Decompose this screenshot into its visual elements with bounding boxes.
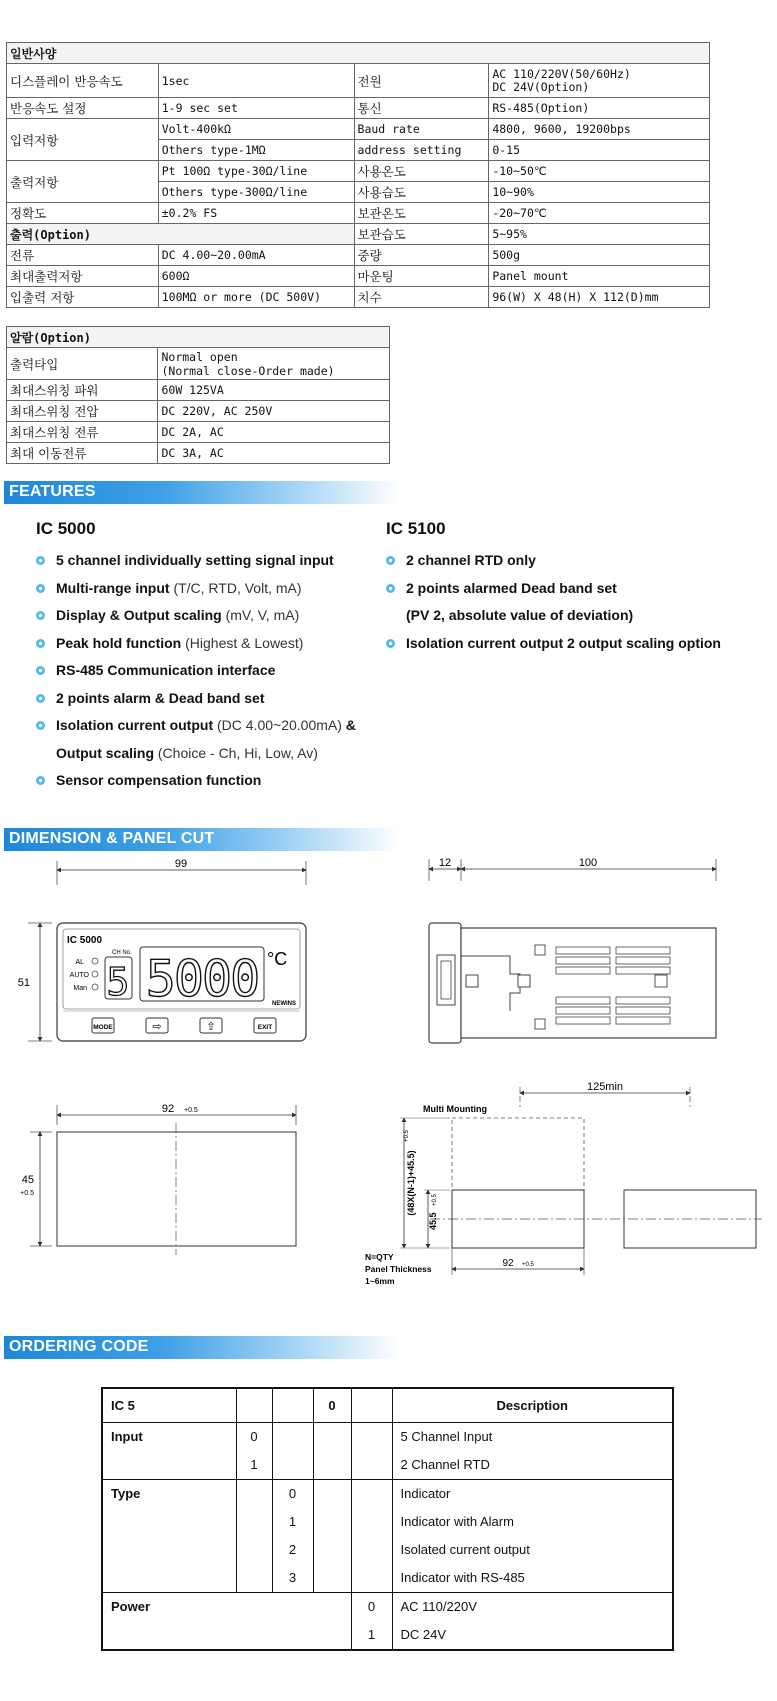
feature-item: Isolation current output (DC 4.00~20.00mA) & xyxy=(36,712,356,740)
spec-value: DC 2A, AC xyxy=(158,422,390,443)
led-label: Man xyxy=(73,985,87,992)
order-group-type: Type xyxy=(102,1479,236,1592)
spec-subheading: 출력(Option) xyxy=(7,224,355,245)
spec-value: ±0.2% FS xyxy=(158,203,354,224)
bullet-icon xyxy=(386,556,395,565)
order-group-input: Input xyxy=(102,1422,236,1479)
spec-value: Normal open (Normal close-Order made) xyxy=(158,348,390,380)
multi-formula-label: (48X(N-1)+45.5) xyxy=(406,1150,416,1216)
spec-label: 정확도 xyxy=(7,203,159,224)
spec-label: 최대스위칭 파워 xyxy=(7,380,158,401)
feature-item: Display & Output scaling (mV, V, mA) xyxy=(36,602,356,630)
front-width-label: 99 xyxy=(174,858,188,870)
spec-label: 마운팅 xyxy=(354,266,489,287)
spec-value: Pt 100Ω type-30Ω/line xyxy=(158,161,354,182)
alarm-spec-table xyxy=(6,326,390,464)
spec-label: 반응속도 설정 xyxy=(7,98,159,119)
feature-item: 2 channel RTD only xyxy=(386,547,721,575)
spec-label: 최대스위칭 전류 xyxy=(7,422,158,443)
spec-label: 치수 xyxy=(354,287,489,308)
general-spec-title: 일반사양 xyxy=(7,43,710,64)
alarm-spec-title: 알람(Option) xyxy=(7,327,390,348)
side-body-depth-label: 100 xyxy=(578,857,598,869)
feature-item: RS-485 Communication interface xyxy=(36,657,356,685)
feature-item-continued: (PV 2, absolute value of deviation) xyxy=(406,607,634,623)
features-heading: FEATURES xyxy=(9,483,96,500)
feature-item: Isolation current output 2 output scaling option xyxy=(386,630,721,658)
order-option-code: 0 xyxy=(236,1422,272,1451)
feature-item: Sensor compensation function xyxy=(36,767,356,795)
spec-value: RS-485(Option) xyxy=(489,98,710,119)
multi-formula-tolerance: +0.5 xyxy=(404,1130,410,1142)
spec-label: Baud rate xyxy=(354,119,489,140)
spec-label: 최대 이동전류 xyxy=(7,443,158,464)
spec-label: 최대출력저항 xyxy=(7,266,159,287)
cut-height-label: 45 xyxy=(21,1174,34,1186)
order-option-desc: DC 24V xyxy=(392,1621,673,1650)
spec-label: 보관온도 xyxy=(354,203,489,224)
mode-button-label: MODE xyxy=(93,1024,113,1031)
order-option-code: 1 xyxy=(236,1451,272,1480)
ordering-banner xyxy=(4,1336,399,1359)
order-option-code: 2 xyxy=(272,1536,313,1564)
spec-value: 10~90% xyxy=(489,182,710,203)
spec-value: 4800, 9600, 19200bps xyxy=(489,119,710,140)
order-option-desc: Indicator with Alarm xyxy=(392,1508,673,1536)
spec-label: 전원 xyxy=(354,64,489,98)
spec-label: 중량 xyxy=(354,245,489,266)
multi-cut-width-label: 92 xyxy=(502,1258,514,1269)
spec-label: 입력저항 xyxy=(7,119,159,161)
multi-spacing-label: 125min xyxy=(586,1081,624,1093)
spec-label: 보관습도 xyxy=(354,224,489,245)
bullet-icon xyxy=(36,611,45,620)
order-option-code: 0 xyxy=(272,1479,313,1508)
multi-height-label: 45.5 xyxy=(428,1212,438,1230)
feature-item: Peak hold function (Highest & Lowest) xyxy=(36,630,356,658)
spec-label: 출력타입 xyxy=(7,348,158,380)
bullet-icon xyxy=(36,666,45,675)
order-option-desc: AC 110/220V xyxy=(392,1592,673,1621)
note-panel-thickness: Panel Thickness xyxy=(365,1264,432,1274)
order-option-code: 0 xyxy=(351,1592,392,1621)
feature-item: Multi-range input (T/C, RTD, Volt, mA) xyxy=(36,575,356,603)
order-option-code: 1 xyxy=(351,1621,392,1650)
exit-button-label: EXIT xyxy=(257,1024,273,1031)
spec-label: 사용온도 xyxy=(354,161,489,182)
front-view xyxy=(18,858,306,1041)
spec-value: Panel mount xyxy=(489,266,710,287)
spec-label: 최대스위칭 전압 xyxy=(7,401,158,422)
order-description-header: Description xyxy=(392,1388,673,1422)
spec-value: Volt-400kΩ xyxy=(158,119,354,140)
panel-cut-rect xyxy=(57,1132,296,1246)
ordering-code-table xyxy=(101,1387,674,1651)
dimension-drawing xyxy=(0,855,777,1295)
feature-item: 2 points alarm & Dead band set xyxy=(36,685,356,713)
feature-item-continued: Output scaling (Choice - Ch, Hi, Low, Av) xyxy=(56,744,318,761)
front-height-label: 51 xyxy=(17,977,30,989)
led-label: AUTO xyxy=(69,972,89,979)
side-view xyxy=(429,857,716,1043)
order-code-fixed-digit: 0 xyxy=(313,1388,351,1422)
spec-value: DC 220V, AC 250V xyxy=(158,401,390,422)
bullet-icon xyxy=(36,639,45,648)
spec-value: Others type-300Ω/line xyxy=(158,182,354,203)
unit-label: °C xyxy=(267,949,288,969)
up-arrow-icon: ⇧ xyxy=(206,1021,216,1033)
spec-value: -10~50℃ xyxy=(489,161,710,182)
order-option-desc: Indicator xyxy=(392,1479,673,1508)
spec-label: 통신 xyxy=(354,98,489,119)
spec-value: AC 110/220V(50/60Hz) DC 24V(Option) xyxy=(489,64,710,98)
device-model-label: IC 5000 xyxy=(67,935,103,946)
spec-value: 500g xyxy=(489,245,710,266)
bullet-icon xyxy=(36,776,45,785)
dimension-banner xyxy=(4,828,399,851)
panel-cut-single xyxy=(20,1103,296,1255)
order-option-code: 1 xyxy=(272,1508,313,1536)
main-display-value: 5000 xyxy=(145,950,259,1008)
order-option-desc: 5 Channel Input xyxy=(392,1422,673,1451)
spec-value: DC 4.00~20.00mA xyxy=(158,245,354,266)
spec-value: 1sec xyxy=(158,64,354,98)
cut-width-tolerance: +0.5 xyxy=(184,1107,198,1114)
shift-arrow-icon: ⇨ xyxy=(152,1021,162,1033)
spec-value: -20~70℃ xyxy=(489,203,710,224)
cut-width-label: 92 xyxy=(161,1103,175,1115)
bullet-icon xyxy=(386,584,395,593)
bullet-icon xyxy=(36,584,45,593)
spec-label: address setting xyxy=(354,140,489,161)
bullet-icon xyxy=(36,694,45,703)
features-banner xyxy=(4,481,399,504)
feature-item: 5 channel individually setting signal input xyxy=(36,547,356,575)
general-spec-table xyxy=(6,42,710,308)
bullet-icon xyxy=(36,556,45,565)
spec-value: 60W 125VA xyxy=(158,380,390,401)
ic5100-title: IC 5100 xyxy=(386,519,446,538)
ic5000-feature-list xyxy=(36,547,356,795)
spec-value: 600Ω xyxy=(158,266,354,287)
multi-mounting xyxy=(365,1081,762,1286)
spec-label: 입출력 저항 xyxy=(7,287,159,308)
multi-cut-width-tolerance: +0.5 xyxy=(522,1262,534,1268)
spec-label: 사용습도 xyxy=(354,182,489,203)
ch-no-label: CH No. xyxy=(112,950,132,956)
multi-height-tolerance: +0.5 xyxy=(432,1194,438,1206)
order-option-code: 3 xyxy=(272,1564,313,1593)
spec-label: 전류 xyxy=(7,245,159,266)
spec-label: 디스플레이 반응속도 xyxy=(7,64,159,98)
multi-mounting-title: Multi Mounting xyxy=(423,1104,487,1114)
spec-value: 1-9 sec set xyxy=(158,98,354,119)
order-group-power: Power xyxy=(102,1592,351,1650)
side-front-depth-label: 12 xyxy=(438,857,452,869)
spec-value: Others type-1MΩ xyxy=(158,140,354,161)
spec-value: DC 3A, AC xyxy=(158,443,390,464)
order-code-prefix: IC 5 xyxy=(102,1388,236,1422)
spec-value: 100MΩ or more (DC 500V) xyxy=(158,287,354,308)
spec-value: 96(W) X 48(H) X 112(D)mm xyxy=(489,287,710,308)
spec-value: 0-15 xyxy=(489,140,710,161)
order-option-desc: Indicator with RS-485 xyxy=(392,1564,673,1593)
led-label: AL xyxy=(75,959,84,966)
bullet-icon xyxy=(36,721,45,730)
order-option-desc: 2 Channel RTD xyxy=(392,1451,673,1480)
brand-label: NEWINS xyxy=(272,1001,296,1007)
note-qty: N=QTY xyxy=(365,1252,394,1262)
dimension-heading: DIMENSION & PANEL CUT xyxy=(9,830,215,847)
channel-digit: 5 xyxy=(106,960,130,1004)
bullet-icon xyxy=(386,639,395,648)
note-thickness-range: 1~6mm xyxy=(365,1276,395,1286)
spec-value: 5~95% xyxy=(489,224,710,245)
ic5000-title: IC 5000 xyxy=(36,519,96,538)
ordering-heading: ORDERING CODE xyxy=(9,1338,149,1355)
cut-height-tolerance: +0.5 xyxy=(20,1190,34,1197)
ic5100-feature-list xyxy=(386,547,721,657)
feature-item: 2 points alarmed Dead band set xyxy=(386,575,721,603)
spec-label: 출력저항 xyxy=(7,161,159,203)
order-option-desc: Isolated current output xyxy=(392,1536,673,1564)
